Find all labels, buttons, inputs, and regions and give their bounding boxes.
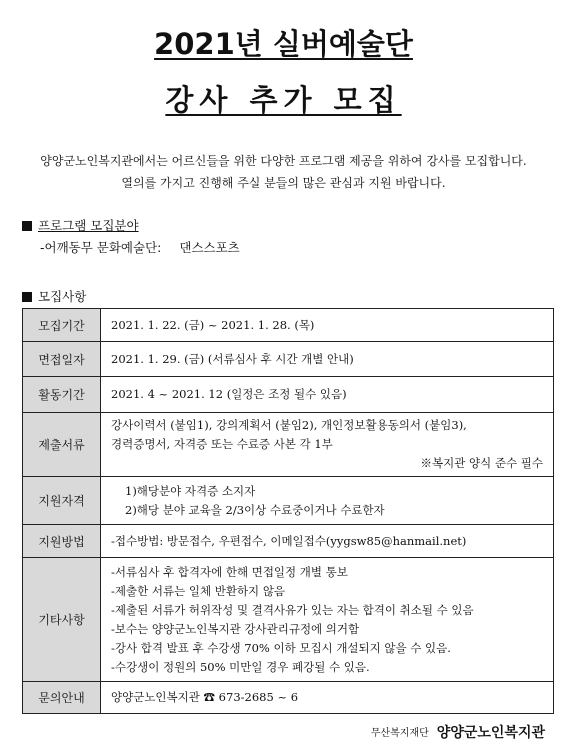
table-row [23,558,554,682]
main-title: 2021년 실버예술단 [154,27,413,61]
sub-title: 강사 추가 모집 [165,83,402,117]
foundation-name: 무산복지재단 [370,728,429,739]
table-row [23,377,554,413]
row-label: 문의안내 [23,682,101,714]
row-label: 제출서류 [23,413,101,477]
program-field: 댄스스포츠 [179,240,240,255]
row-label: 면접일자 [23,342,101,377]
table-row [23,342,554,377]
table-row [23,309,554,342]
row-label: 지원자격 [23,477,101,525]
row-value: 2021. 1. 29. (금) (서류심사 후 시간 개별 안내) [101,342,554,377]
row-label: 지원방법 [23,525,101,558]
row-value: 1)해당분야 자격증 소지자 2)해당 분야 교육을 2/3이상 수료중이거나 수료한자 [101,477,554,525]
program-section-label: 프로그램 모집분야 [38,218,139,233]
form-note: ※복지관 양식 준수 필수 [420,456,543,470]
program-section-heading [22,216,139,234]
intro-line-2: 열의를 가지고 진행해 주실 분들의 많은 관심과 지원 바랍니다. [121,176,446,190]
table-row [23,413,554,477]
footer [371,722,545,742]
row-value: 2021. 1. 22. (금) ~ 2021. 1. 28. (목) [101,309,554,342]
row-value: 강사이력서 (붙임1), 강의계획서 (붙임2), 개인정보활용동의서 (붙임3), 경력증명서, 자격증 또는 수료증 사본 각 1부 ※복지관 양식 준수 필수 [101,413,554,477]
program-field-line [40,238,240,256]
table-row [23,525,554,558]
intro-line-1: 양양군노인복지관에서는 어르신들을 위한 다양한 프로그램 제공을 위하여 강사를 모집합니다. [40,154,527,168]
row-value: -접수방법: 방문접수, 우편접수, 이메일접수(yygsw85@hanmail.net) [101,525,554,558]
square-bullet-icon [22,221,32,231]
row-value: 2021. 4 ~ 2021. 12 (일정은 조정 될수 있음) [101,377,554,413]
table-row [23,682,554,714]
row-value: -서류심사 후 합격자에 한해 면접일정 개별 통보 -제출한 서류는 일체 반환하지 않음 -제출된 서류가 허위작성 및 결격사유가 있는 자는 합격이 취소될 수 있음 -보수는 양양군노인복지관 강사관리규정에 의거함 -강사 합격 발표 후 수강생 70% 이하 모집시 개설되지 않을 수 있음. -수강생이 정원의 50% 미만일 경우 폐강될 수 있음. [101,558,554,682]
program-group: -어깨동무 문화예술단: [40,240,162,255]
recruit-table [22,308,554,714]
square-bullet-icon [22,292,32,302]
recruit-section-label: 모집사항 [38,289,87,304]
row-label: 활동기간 [23,377,101,413]
row-label: 모집기간 [23,309,101,342]
row-value: 양양군노인복지관 ☎ 673-2685 ~ 6 [101,682,554,714]
recruit-section-heading [22,287,86,305]
table-row [23,477,554,525]
row-label: 기타사항 [23,558,101,682]
organization-name: 양양군노인복지관 [436,725,545,741]
